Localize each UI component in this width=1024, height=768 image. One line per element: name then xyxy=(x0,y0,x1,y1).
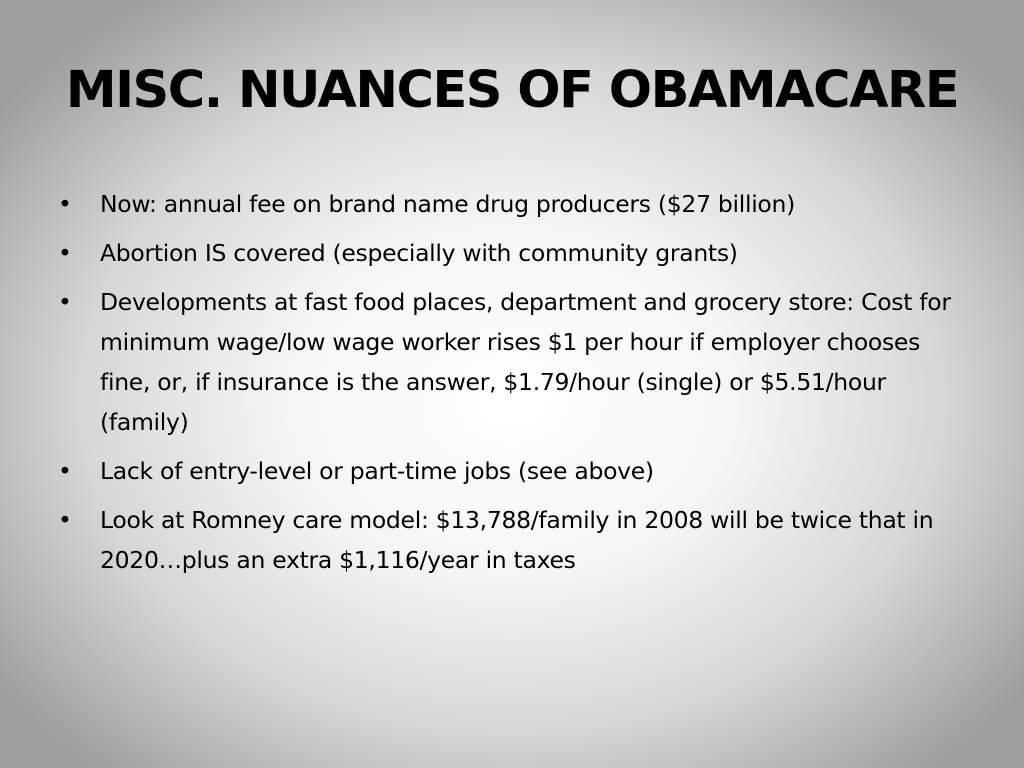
slide-title: MISC. NUANCES OF OBAMACARE xyxy=(65,61,959,120)
list-item xyxy=(56,184,956,224)
bullet-text: Developments at fast food places, department and grocery store: Cost for minimum wage/low wage worker rises $1 per hour if employer chooses fine, or, if insurance is the answer, $1.79/hour (single) or $5.51/hour (family) xyxy=(100,288,951,436)
bullet-list xyxy=(56,184,956,589)
bullet-icon: • xyxy=(58,506,72,534)
bullet-text: Look at Romney care model: $13,788/family in 2008 will be twice that in 2020…plus an extra $1,116/year in taxes xyxy=(100,506,934,574)
bullet-icon: • xyxy=(58,288,72,316)
list-item xyxy=(56,451,956,491)
list-item xyxy=(56,500,956,580)
bullet-icon: • xyxy=(58,239,72,267)
bullet-text: Lack of entry-level or part-time jobs (see above) xyxy=(100,457,654,485)
bullet-text: Now: annual fee on brand name drug producers ($27 billion) xyxy=(100,190,795,218)
bullet-text: Abortion IS covered (especially with community grants) xyxy=(100,239,738,267)
bullet-icon: • xyxy=(58,190,72,218)
list-item xyxy=(56,282,956,442)
list-item xyxy=(56,233,956,273)
bullet-icon: • xyxy=(58,457,72,485)
